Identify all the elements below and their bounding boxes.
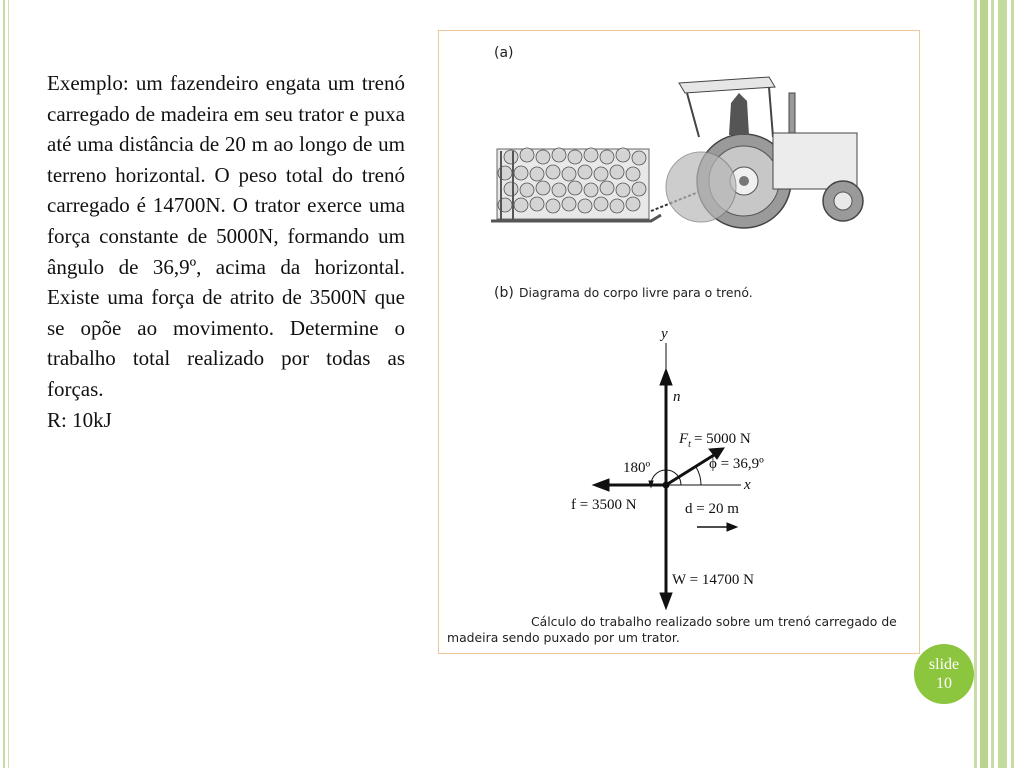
- label-b: (b): [494, 285, 514, 301]
- slide-badge-number: 10: [936, 675, 952, 692]
- displacement-label: d = 20 m: [685, 501, 739, 517]
- angle-label: ϕ = 36,9º: [709, 456, 764, 472]
- slide-badge-label: slide: [928, 656, 960, 673]
- label-a: (a): [494, 45, 514, 61]
- problem-paragraph: Exemplo: um fazendeiro engata um trenó carregado de madeira em seu trator e puxa até uma distância de 20 m ao longo de um terreno horizontal. O peso total do trenó carregado é 14700N. O trator exerce uma força constante de 5000N, formando um ângulo de 36,9º, acima da horizontal. Existe uma força de atrito de 3500N que se opõe ao movimento. Determine o trabalho total realizado por todas as forças.: [47, 71, 405, 401]
- tension-label: $F_t = 5000$ N: [679, 431, 751, 450]
- caption-line-2: madeira sendo puxado por um trator.: [447, 630, 680, 645]
- figure-panel: [438, 30, 920, 654]
- free-body-diagram: [593, 343, 741, 609]
- weight-label: W = 14700 N: [672, 572, 754, 588]
- slide-number-badge: [914, 644, 974, 704]
- normal-force-label: n: [673, 389, 681, 405]
- figure-svg: [439, 31, 919, 653]
- axis-y-label: y: [661, 326, 668, 342]
- friction-label: f = 3500 N: [571, 497, 637, 513]
- angle-180-label: 180º: [623, 460, 651, 476]
- figure-caption: [447, 614, 917, 646]
- caption-line-1: Cálculo do trabalho realizado sobre um trenó carregado de: [531, 614, 897, 629]
- answer-text: R: 10kJ: [47, 407, 112, 432]
- label-b-text: Diagrama do corpo livre para o trenó.: [519, 285, 753, 300]
- slide-body: [47, 68, 405, 435]
- tractor-illustration: [491, 77, 863, 228]
- left-border-decoration: [0, 0, 9, 768]
- axis-x-label: x: [744, 477, 751, 493]
- right-stripe-decoration: [974, 0, 1024, 768]
